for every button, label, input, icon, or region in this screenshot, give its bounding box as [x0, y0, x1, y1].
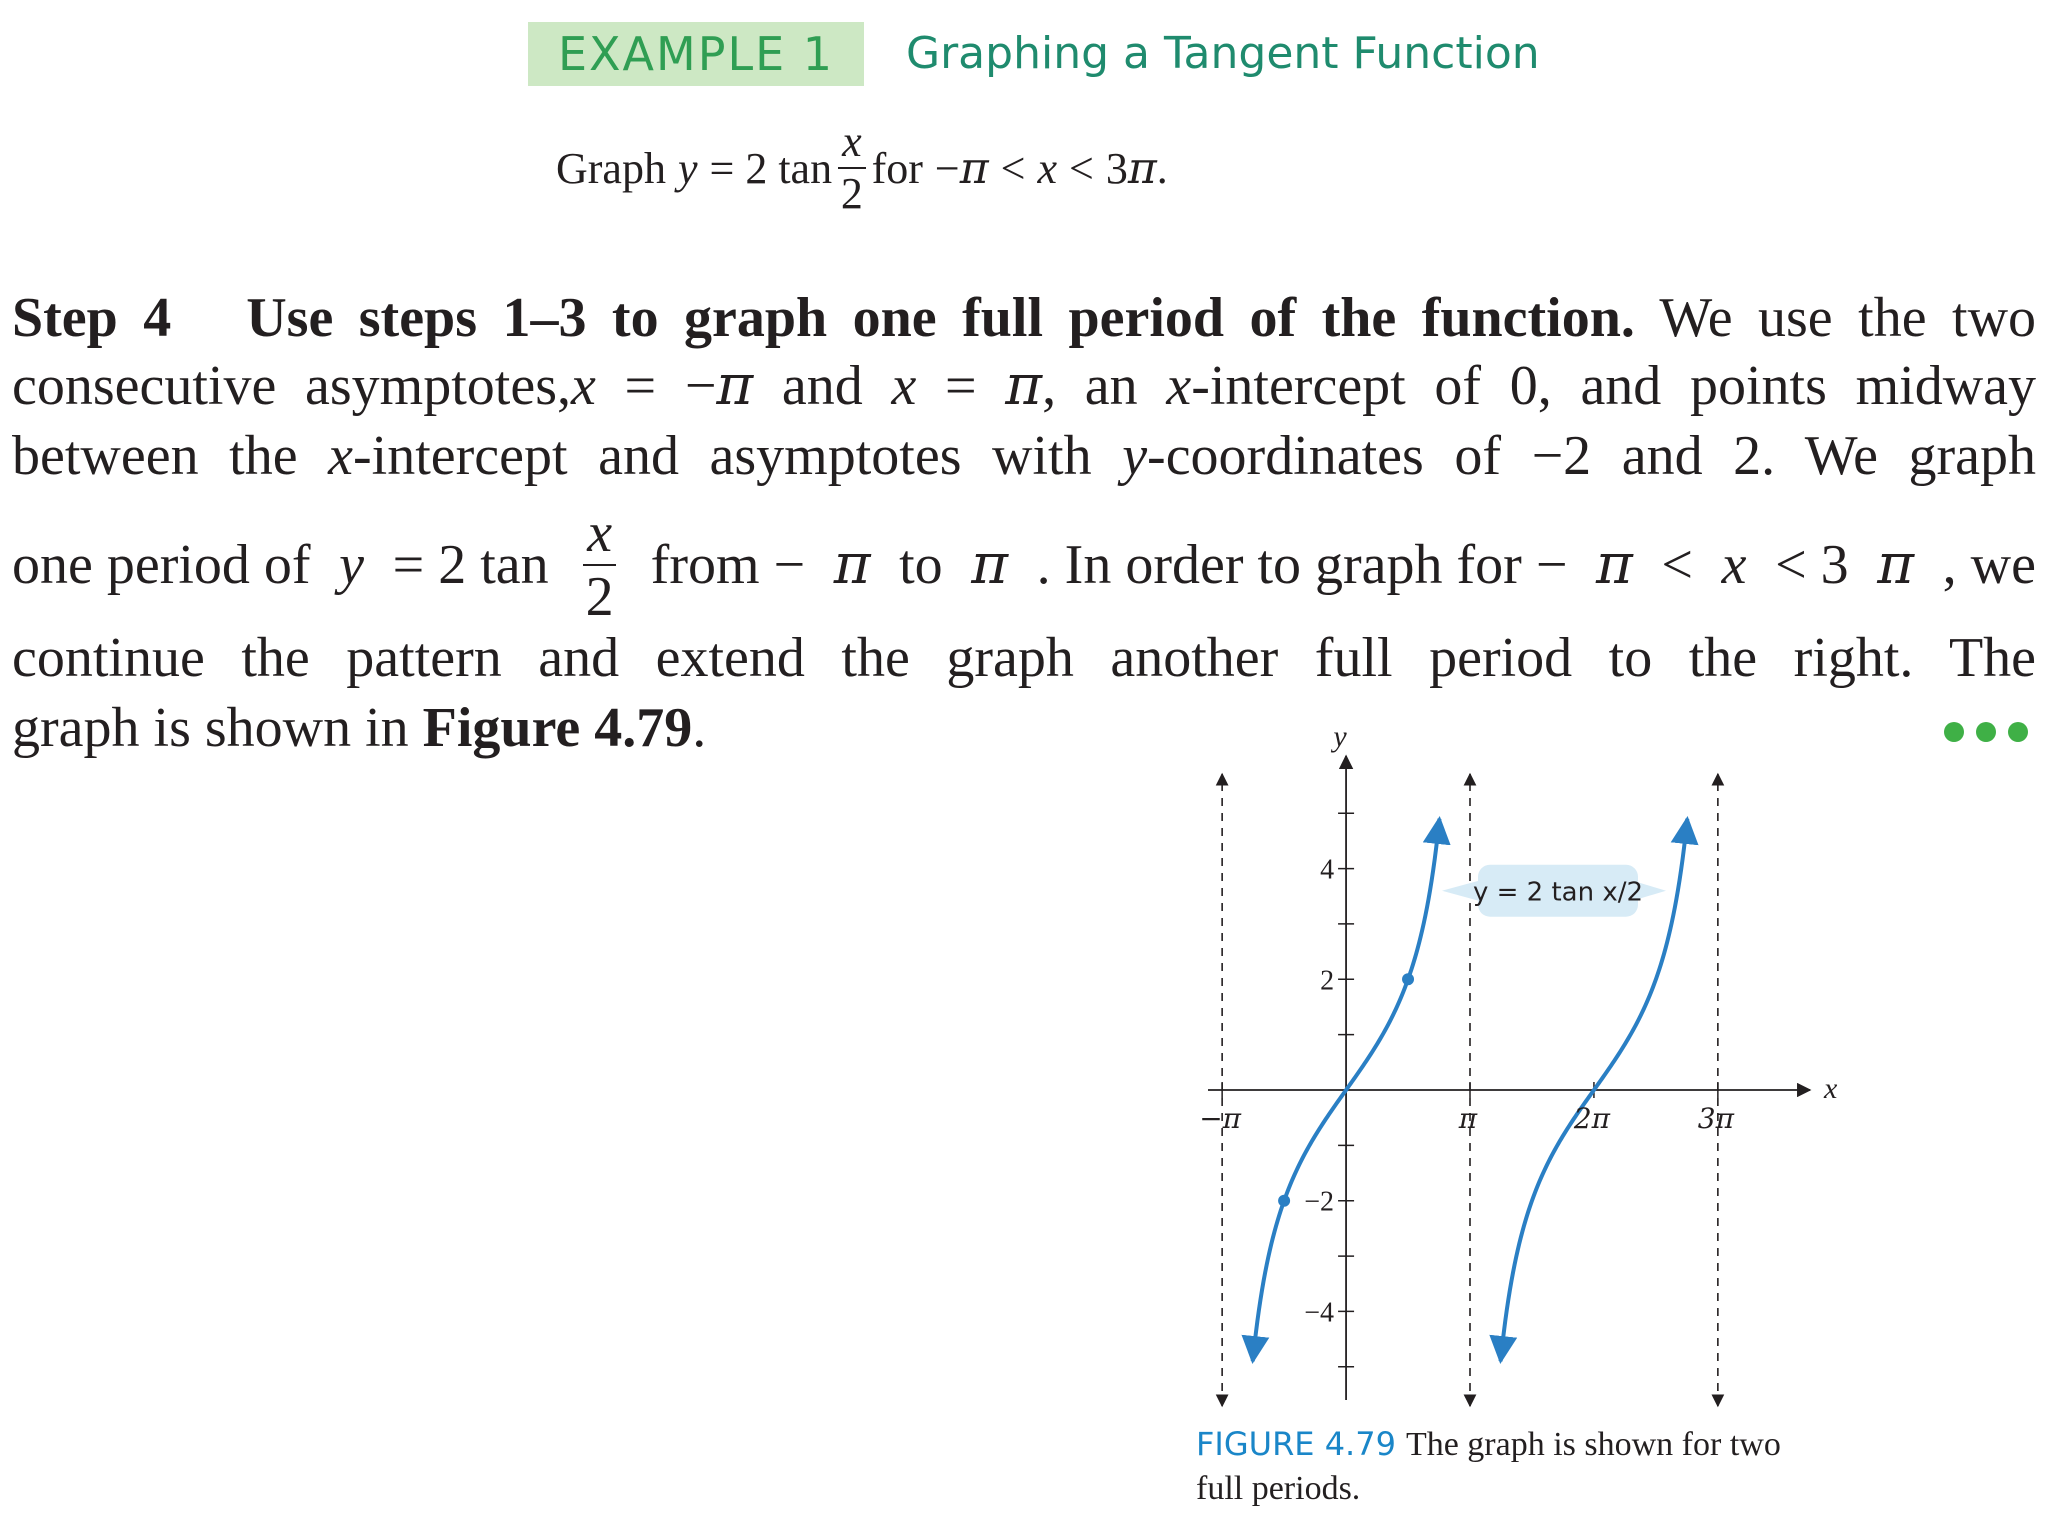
example-title: Graphing a Tangent Function — [906, 28, 1540, 79]
step-text: continue the pattern and extend the graph another full period to the right. The — [12, 627, 2036, 689]
step-pi: π — [1877, 532, 1915, 597]
y-tick-label: 4 — [1320, 854, 1335, 886]
y-tick-label: 2 — [1320, 965, 1335, 997]
problem-statement — [556, 118, 1168, 218]
step-var-x: x — [328, 425, 353, 487]
problem-frac-num: x — [838, 120, 866, 169]
step-fraction — [583, 502, 616, 628]
step-text: between the — [12, 425, 298, 487]
y-tick-label: −4 — [1304, 1297, 1335, 1329]
step-line-1-rest: We use the two — [1659, 287, 2037, 349]
step-pi: π — [833, 532, 871, 597]
step-frac-num: x — [583, 505, 616, 566]
step-var-x: x — [891, 355, 917, 417]
figure-reference: Figure 4.79 — [422, 697, 693, 759]
step-var-y: y — [339, 534, 365, 596]
step-text: . In order to graph for − — [1036, 534, 1568, 596]
step-text: . — [692, 697, 707, 759]
figure-caption-text: The graph is shown for two full periods. — [1196, 1426, 1781, 1507]
dot-icon — [2008, 722, 2028, 742]
step-frac-den: 2 — [585, 566, 614, 628]
step-text: and — [781, 355, 863, 417]
dot-icon — [1944, 722, 1964, 742]
problem-pi-1: π — [959, 142, 989, 194]
end-of-example-dots — [1944, 722, 2028, 742]
x-axis-label: x — [1824, 1072, 1838, 1105]
step-text: = — [945, 355, 977, 417]
step-label: Step 4 — [12, 287, 172, 349]
step-var-y: y — [1122, 425, 1148, 487]
problem-var-y: y — [677, 143, 698, 193]
problem-for: for — [871, 143, 923, 193]
problem-minus: − — [934, 143, 960, 193]
problem-prefix: Graph — [556, 143, 666, 193]
problem-three: 3 — [1105, 143, 1128, 193]
y-tick-label: −2 — [1304, 1186, 1335, 1218]
key-point — [1278, 1195, 1290, 1207]
dot-icon — [1976, 722, 1996, 742]
step-text: < 3 — [1775, 534, 1849, 596]
x-tick-label: 3π — [1697, 1102, 1734, 1135]
step-text: , we — [1942, 534, 2036, 596]
legend-text: y = 2 tan x/2 — [1472, 877, 1644, 908]
x-tick-label: π — [1458, 1102, 1478, 1135]
step-pi: π — [716, 353, 754, 418]
figure-caption — [1196, 1422, 1816, 1511]
step-line-5 — [12, 627, 2036, 689]
key-point — [1402, 973, 1414, 985]
x-tick-label: 2π — [1573, 1102, 1611, 1135]
step-text: -coordinates of −2 and 2. We graph — [1147, 425, 2037, 487]
step-text: = 2 tan — [392, 534, 549, 596]
step-line-3 — [12, 425, 2037, 487]
step-text: to — [899, 534, 943, 596]
step-line-1 — [12, 287, 2037, 349]
problem-end: . — [1156, 143, 1168, 193]
example-badge: EXAMPLE 1 — [528, 22, 864, 86]
step-text: graph is shown in — [12, 697, 409, 759]
step-line-2 — [12, 353, 2036, 418]
step-var-x: x — [1166, 355, 1192, 417]
step-pi: π — [1005, 353, 1043, 418]
problem-pi-2: π — [1127, 142, 1157, 194]
step-line-4 — [12, 502, 2036, 628]
step-text: consecutive asymptotes, — [12, 355, 571, 417]
step-heading: Use steps 1–3 to graph one full period of the function. — [246, 287, 1635, 349]
problem-frac-den: 2 — [840, 169, 863, 218]
problem-fraction — [838, 117, 866, 218]
tick-labels — [1199, 855, 1734, 1329]
step-text: , an — [1042, 355, 1138, 417]
problem-lt-2: < — [1069, 143, 1094, 193]
step-pi: π — [1596, 532, 1633, 597]
x-tick-label: −π — [1199, 1102, 1242, 1135]
step-text: = − — [624, 355, 717, 417]
step-text: < — [1661, 534, 1694, 596]
problem-var-x: x — [1037, 143, 1058, 193]
axes — [1208, 720, 1838, 1400]
tangent-graph — [1180, 720, 1860, 1440]
step-var-x: x — [571, 355, 596, 417]
step-text: one period of — [12, 534, 311, 596]
step-text: -intercept and asymptotes with — [352, 425, 1092, 487]
y-axis-label: y — [1333, 720, 1347, 753]
problem-eq: = 2 tan — [709, 143, 833, 193]
step-pi: π — [971, 532, 1009, 597]
problem-lt-1: < — [1000, 143, 1026, 193]
step-text: from − — [650, 534, 806, 596]
step-text: -intercept of 0, and points midway — [1191, 355, 2036, 417]
legend — [1442, 865, 1666, 917]
step-var-x: x — [1721, 534, 1747, 596]
figure-label: FIGURE 4.79 — [1196, 1425, 1396, 1463]
